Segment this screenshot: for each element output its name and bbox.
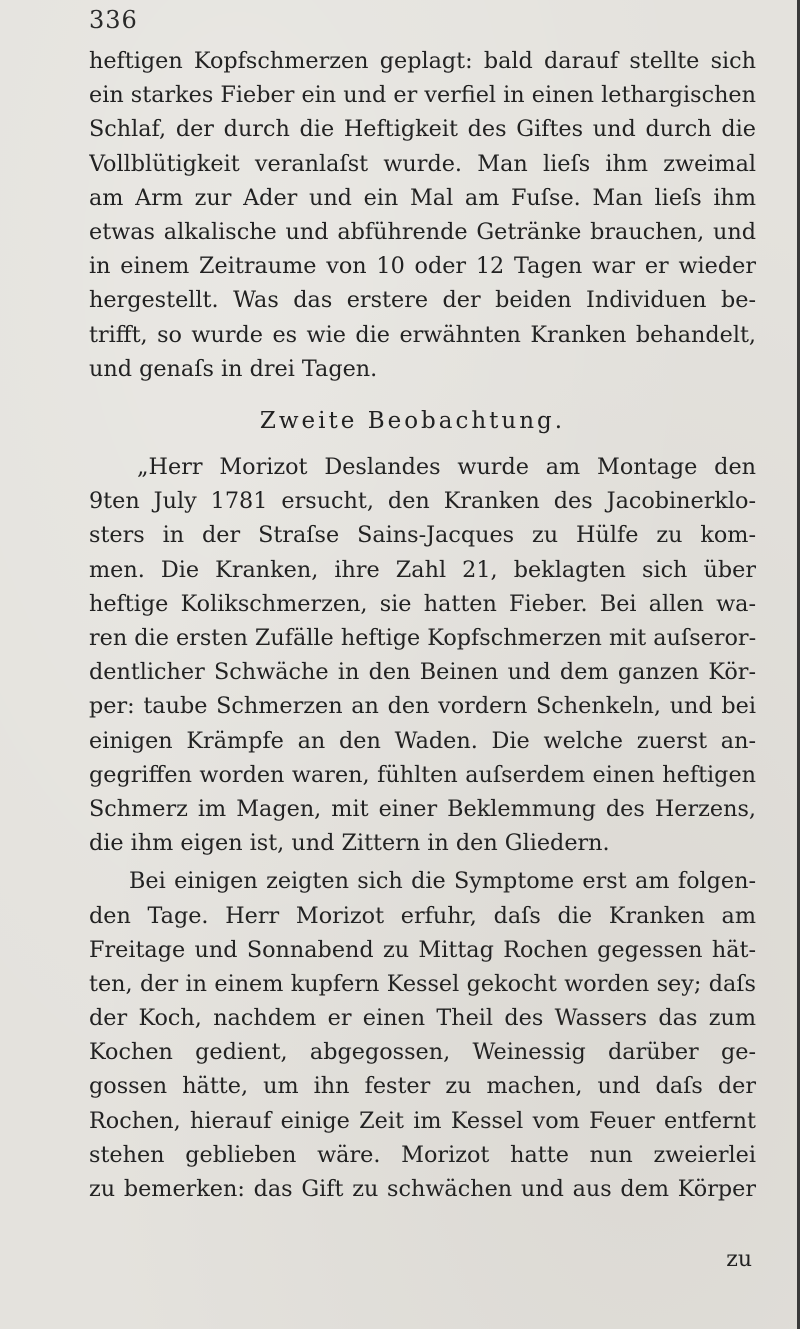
text-line: per: taube Schmerzen an den vordern Schenkeln, und bei — [89, 693, 756, 720]
text-line: in einem Zeitraume von 10 oder 12 Tagen war er wieder — [89, 253, 756, 280]
section-heading: Zweite Beobachtung. — [259, 407, 566, 434]
text-line: sters in der Straſse Sains-Jacques zu Hülfe zu kom- — [89, 522, 756, 549]
text-line: men. Die Kranken, ihre Zahl 21, beklagten sich über — [89, 556, 756, 583]
text-line: ren die ersten Zufälle heftige Kopfschmerzen mit auſseror- — [89, 625, 756, 651]
text-line: trifft, so wurde es wie die erwähnten Kranken behandelt, — [89, 321, 756, 348]
text-line: am Arm zur Ader und ein Mal am Fuſse. Man lieſs ihm — [89, 184, 756, 211]
text-line: stehen geblieben wäre. Morizot hatte nun zweierlei — [89, 1141, 756, 1168]
text-line: und genaſs in drei Tagen. — [89, 355, 378, 382]
paragraph-2 — [89, 450, 756, 860]
text-line: hergestellt. Was das erstere der beiden Individuen be- — [89, 287, 756, 314]
text-line: Vollblütigkeit veranlaſst wurde. Man lieſs ihm zweimal — [89, 150, 756, 177]
text-line: einigen Krämpfe an den Waden. Die welche zuerst an- — [89, 727, 756, 754]
text-line: Freitage und Sonnabend zu Mittag Rochen gegessen hät- — [89, 936, 756, 963]
text-line: der Koch, nachdem er einen Theil des Wassers das zum — [89, 1005, 756, 1032]
text-line: Kochen gedient, abgegossen, Weinessig darüber ge- — [89, 1039, 756, 1066]
catchword: zu — [726, 1247, 752, 1272]
text-line: Schmerz im Magen, mit einer Beklemmung des Herzens, — [89, 795, 756, 822]
page-number: 336 — [89, 6, 138, 34]
text-line: etwas alkalische und abführende Getränke brauchen, und — [89, 218, 756, 245]
text-line: dentlicher Schwäche in den Beinen und dem ganzen Kör- — [89, 659, 756, 686]
text-line: 9ten July 1781 ersucht, den Kranken des Jacobinerklo- — [89, 488, 756, 515]
text-line: Bei einigen zeigten sich die Symptome erst am folgen- — [129, 868, 756, 895]
text-line: gegriffen worden waren, fühlten auſserdem einen heftigen — [89, 761, 756, 788]
text-line: gossen hätte, um ihn fester zu machen, und daſs der — [89, 1073, 756, 1100]
text-line: ein starkes Fieber ein und er verfiel in einen lethargischen — [89, 82, 756, 109]
text-line: ten, der in einem kupfern Kessel gekocht worden sey; daſs — [89, 970, 756, 997]
text-line: die ihm eigen ist, und Zittern in den Gliedern. — [89, 830, 610, 857]
paragraph-1 — [89, 44, 756, 386]
text-line: heftigen Kopfschmerzen geplagt: bald darauf stellte sich — [89, 48, 756, 74]
text-line: Schlaf, der durch die Heftigkeit des Giftes und durch die — [89, 116, 756, 143]
text-line: „Herr Morizot Deslandes wurde am Montage den — [137, 454, 756, 481]
text-line: heftige Kolikschmerzen, sie hatten Fieber. Bei allen wa- — [89, 590, 756, 617]
paragraph-3 — [89, 864, 756, 1206]
text-line: zu bemerken: das Gift zu schwächen und aus dem Körper — [89, 1176, 756, 1202]
text-line: Rochen, hierauf einige Zeit im Kessel vom Feuer entfernt — [89, 1107, 756, 1134]
text-line: den Tage. Herr Morizot erfuhr, daſs die Kranken am — [89, 902, 756, 929]
text-body — [89, 44, 756, 1206]
